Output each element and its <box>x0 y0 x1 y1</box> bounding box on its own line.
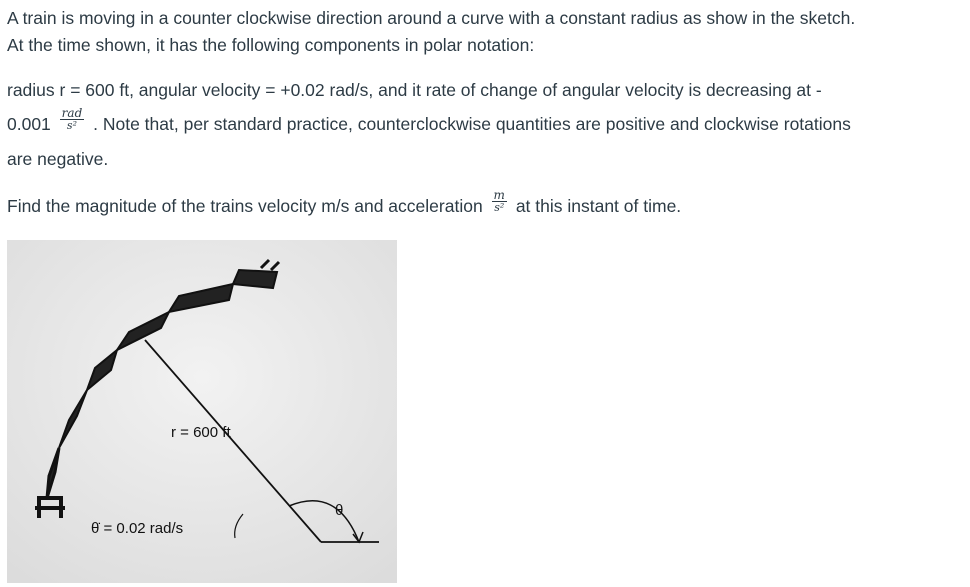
train-curve-sketch <box>7 240 397 583</box>
fraction-denominator: s² <box>494 200 505 214</box>
omega-label: θ̇ = 0.02 rad/s <box>91 520 184 537</box>
rad-per-s2-fraction <box>60 107 85 132</box>
question-line-3: radius r = 600 ft, angular velocity = +0.02 rad/s, and it rate of change of angular velocity is decreasing at - <box>7 80 822 100</box>
question-line-5: are negative. <box>7 149 109 169</box>
theta-label: θ <box>335 502 344 519</box>
fraction-numerator: rad <box>61 105 83 120</box>
find-text: Find the magnitude of the trains velocity m/s and acceleration <box>7 196 483 216</box>
question-line-4 <box>7 105 851 139</box>
question-line-2: At the time shown, it has the following components in polar notation: <box>7 35 535 55</box>
instant-text: at this instant of time. <box>515 196 682 216</box>
fraction-denominator: s² <box>66 118 77 132</box>
radius-label: r = 600 ft <box>171 424 231 441</box>
question-line-6 <box>7 187 682 221</box>
question-line-1: A train is moving in a counter clockwise direction around a curve with a constant radius as show in the sketch. <box>7 8 856 28</box>
m-per-s2-fraction <box>492 189 507 214</box>
sketch-svg <box>7 240 397 583</box>
fraction-numerator: m <box>493 187 505 202</box>
sign-convention-note: . Note that, per standard practice, counterclockwise quantities are positive and clockwise rotations <box>93 114 851 134</box>
angular-accel-value: 0.001 <box>7 114 51 134</box>
